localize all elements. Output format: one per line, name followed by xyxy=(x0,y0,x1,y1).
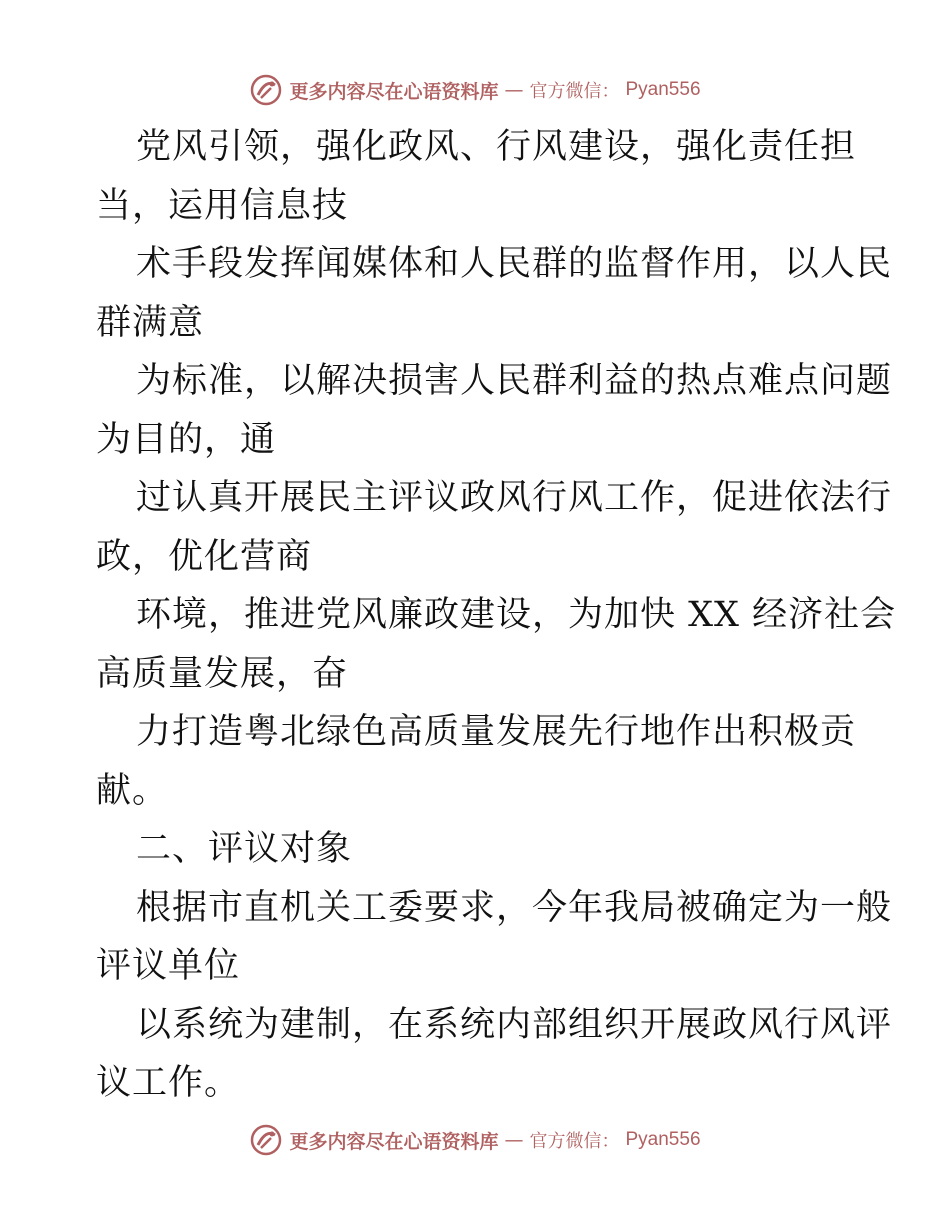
watermark-official-label: 官方微信： xyxy=(529,1131,620,1152)
section-heading: 二、评议对象 xyxy=(136,829,353,869)
watermark-wechat-id: Pyan556 xyxy=(625,79,701,100)
watermark-dash: — xyxy=(504,79,524,101)
text-line: 议工作。 xyxy=(96,1063,241,1103)
watermark-dash: — xyxy=(504,1129,524,1151)
text-line: 过认真开展民主评议政风行风工作，促进依法行 xyxy=(136,478,893,518)
text-line: 当，运用信息技 xyxy=(96,185,349,226)
text-line: 党风引领，强化政风、行风建设，强化责任担 xyxy=(136,127,857,167)
watermark-wechat-id: Pyan556 xyxy=(625,1129,701,1150)
footer-watermark xyxy=(0,1122,950,1158)
watermark-official-label: 官方微信： xyxy=(529,81,620,102)
logo-icon xyxy=(249,73,283,107)
text-line: 为标准，以解决损害人民群利益的热点难点问题 xyxy=(136,361,893,401)
text-line: 高质量发展，奋 xyxy=(96,653,349,694)
watermark-main-text: 更多内容尽在心语资料库 xyxy=(289,1130,499,1153)
text-line: 为目的，通 xyxy=(96,419,277,460)
text-line: 术手段发挥闻媒体和人民群的监督作用，以人民 xyxy=(136,244,893,284)
header-watermark xyxy=(0,72,950,108)
watermark-main-text: 更多内容尽在心语资料库 xyxy=(289,80,499,103)
text-line: 献。 xyxy=(96,770,169,811)
document-body xyxy=(96,118,897,1113)
text-line: 根据市直机关工委要求，今年我局被确定为一般 xyxy=(136,887,893,928)
text-line: 评议单位 xyxy=(96,946,241,986)
text-line: 以系统为建制，在系统内部组织开展政风行风评 xyxy=(136,1004,893,1045)
text-line: 群满意 xyxy=(96,302,205,343)
text-line: 政，优化营商 xyxy=(96,536,313,577)
text-line: 力打造粤北绿色高质量发展先行地作出积极贡 xyxy=(136,712,857,752)
text-line: 环境，推进党风廉政建设，为加快 XX 经济社会 xyxy=(136,595,897,635)
logo-icon xyxy=(249,1123,283,1157)
